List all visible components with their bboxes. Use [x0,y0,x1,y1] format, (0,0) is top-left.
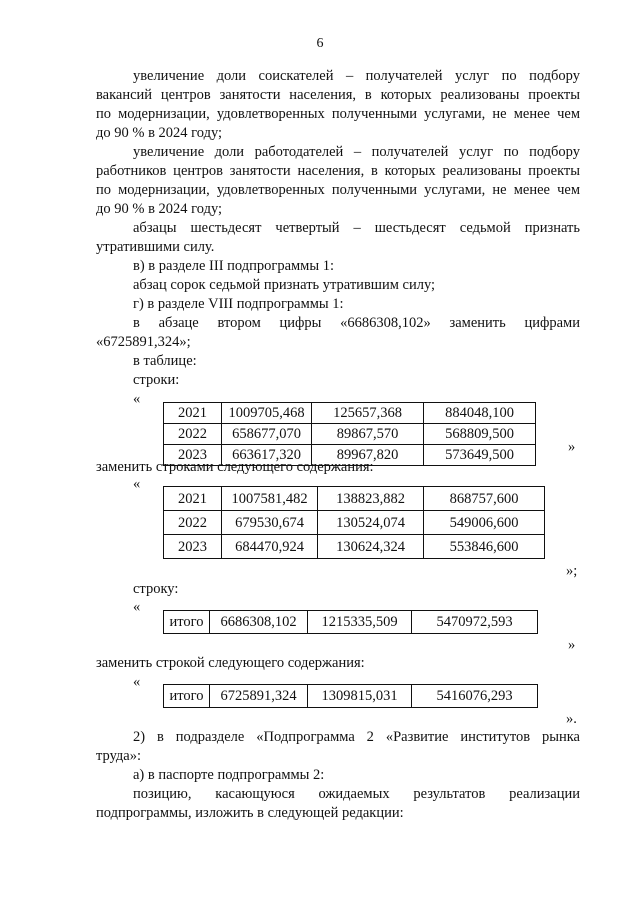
open-quote: « [133,599,141,615]
table-new-rows [163,486,545,559]
open-quote: « [133,391,141,407]
paragraph-line: заменить строкой следующего содержания: [96,655,365,671]
table-row [164,685,538,708]
paragraph-line: г) в разделе VIII подпрограммы 1: [133,296,344,312]
paragraph-line: 2) в подразделе «Подпрограмма 2 «Развитие институтов рынка [133,729,580,745]
table-cell: 6725891,324 [210,685,308,708]
open-quote: « [133,476,141,492]
paragraph-line: абзацы шестьдесят четвертый – шестьдесят седьмой признать [133,220,580,236]
table-cell: 663617,320 [222,445,312,466]
table-cell: итого [164,611,210,634]
paragraph-line: увеличение доли работодателей – получателей услуг по подбору [133,144,580,160]
paragraph-line: подпрограммы, изложить в следующей редакции: [96,805,404,821]
table-cell: 138823,882 [318,487,424,511]
table-cell: 568809,500 [424,424,536,445]
paragraph-line: утратившими силу. [96,239,215,255]
table-cell: 89967,820 [312,445,424,466]
table-cell: 573649,500 [424,445,536,466]
table-cell: 130524,074 [318,511,424,535]
paragraph-line: в таблице: [133,353,197,369]
table-cell: 2021 [164,487,222,511]
paragraph-line: строки: [133,372,180,388]
paragraph-line: по модернизации, удовлетворенных полученными услугами, не менее чем [96,182,580,198]
table-row [164,424,536,445]
table-new-total [163,684,538,708]
paragraph-line: увеличение доли соискателей – получателей услуг по подбору [133,68,580,84]
table-cell: 2022 [164,511,222,535]
table-row [164,487,545,511]
table-old-total [163,610,538,634]
table-cell: 884048,100 [424,403,536,424]
table-cell: 1007581,482 [222,487,318,511]
table-cell: 1009705,468 [222,403,312,424]
open-quote: « [133,674,141,690]
table-row [164,511,545,535]
table-cell: 658677,070 [222,424,312,445]
table-row [164,535,545,559]
paragraph-line: вакансий центров занятости населения, в которых реализованы проекты [96,87,580,103]
close-quote: ». [566,711,577,727]
table-cell: 2022 [164,424,222,445]
table-cell: 2023 [164,445,222,466]
paragraph-line: заменить строками следующего содержания: [96,459,374,475]
paragraph-line: строку: [133,581,179,597]
paragraph-line: а) в паспорте подпрограммы 2: [133,767,325,783]
paragraph-line: «6725891,324»; [96,334,191,350]
table-cell: 6686308,102 [210,611,308,634]
table-cell: 679530,674 [222,511,318,535]
paragraph-line: до 90 % в 2024 году; [96,125,223,141]
table-cell: 549006,600 [424,511,545,535]
table-cell: 1215335,509 [308,611,412,634]
close-quote: » [568,637,576,653]
table-old-rows [163,402,536,466]
table-cell: 2021 [164,403,222,424]
paragraph-line: работников центров занятости населения, в которых реализованы проекты [96,163,580,179]
table-cell: 553846,600 [424,535,545,559]
table-cell: 684470,924 [222,535,318,559]
page-number: 6 [316,36,324,51]
table-cell: 125657,368 [312,403,424,424]
paragraph-line: в абзаце втором цифры «6686308,102» заменить цифрами [133,315,580,331]
table-cell: 5416076,293 [412,685,538,708]
table-cell: 130624,324 [318,535,424,559]
table-cell: 868757,600 [424,487,545,511]
close-quote: »; [566,563,578,579]
table-cell: 89867,570 [312,424,424,445]
table-cell: 1309815,031 [308,685,412,708]
paragraph-line: абзац сорок седьмой признать утратившим силу; [133,277,436,293]
paragraph-line: в) в разделе III подпрограммы 1: [133,258,335,274]
table-row [164,611,538,634]
table-cell: 2023 [164,535,222,559]
table-cell: итого [164,685,210,708]
paragraph-line: до 90 % в 2024 году; [96,201,223,217]
close-quote: » [568,439,576,455]
paragraph-line: по модернизации, удовлетворенных полученными услугами, не менее чем [96,106,580,122]
paragraph-line: позицию, касающуюся ожидаемых результатов реализации [133,786,580,802]
table-cell: 5470972,593 [412,611,538,634]
table-row [164,403,536,424]
paragraph-line: труда»: [96,748,142,764]
